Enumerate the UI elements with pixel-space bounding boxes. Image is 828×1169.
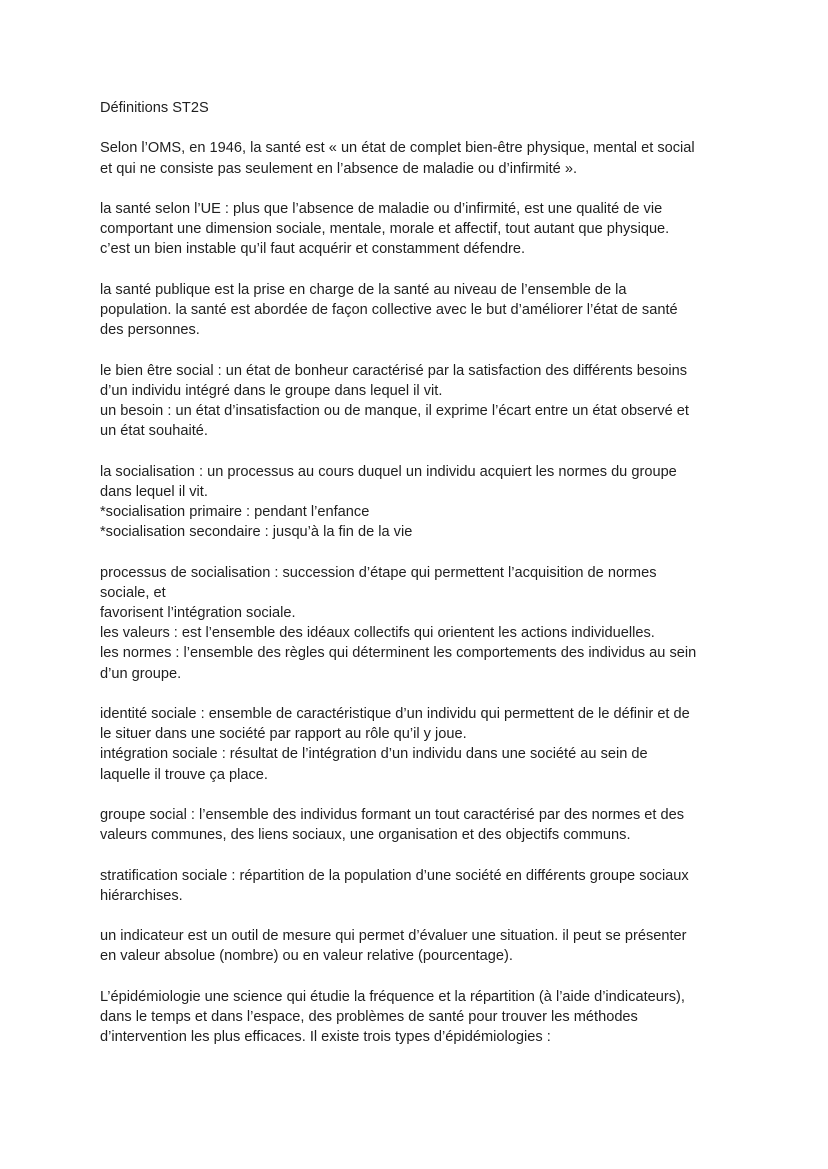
text-line: population. la santé est abordée de façon collective avec le but d’améliorer l’état de santé — [100, 301, 678, 318]
text-line: le bien être social : un état de bonheur caractérisé par la satisfaction des différents besoins — [100, 362, 688, 379]
text-line: Selon l’OMS, en 1946, la santé est « un état de complet bien-être physique, mental et social — [100, 140, 695, 157]
text-line: d’intervention les plus efficaces. Il existe trois types d’épidémiologies : — [100, 1029, 551, 1046]
paragraph — [100, 926, 730, 966]
paragraph — [100, 805, 730, 845]
document-title — [100, 98, 730, 118]
text-line: la socialisation : un processus au cours duquel un individu acquiert les normes du groupe — [100, 463, 677, 480]
text-line: comportant une dimension sociale, mentale, morale et affectif, tout autant que physique. — [100, 221, 670, 238]
text-line: des personnes. — [100, 322, 200, 339]
paragraph — [100, 361, 730, 442]
text-line: identité sociale : ensemble de caractéristique d’un individu qui permettent de le définir et de — [100, 705, 690, 722]
text-line: un indicateur est un outil de mesure qui permet d’évaluer une situation. il peut se présenter — [100, 928, 687, 945]
text-line: d’un individu intégré dans le groupe dans lequel il vit. — [100, 382, 443, 399]
text-line: d’un groupe. — [100, 665, 182, 682]
text-line: stratification sociale : répartition de la population d’une société en différents groupe sociaux — [100, 867, 689, 884]
document-body — [100, 98, 730, 1068]
paragraph — [100, 138, 730, 178]
paragraph-list — [100, 138, 730, 1047]
paragraph — [100, 866, 730, 906]
text-line: dans le temps et dans l’espace, des problèmes de santé pour trouver les méthodes — [100, 1008, 638, 1025]
text-line: la santé publique est la prise en charge de la santé au niveau de l’ensemble de la — [100, 281, 627, 298]
text-line: un état souhaité. — [100, 423, 208, 440]
paragraph — [100, 199, 730, 260]
text-line: les valeurs : est l’ensemble des idéaux collectifs qui orientent les actions individuelles. — [100, 625, 655, 642]
text-line: laquelle il trouve ça place. — [100, 766, 268, 783]
text-line: *socialisation secondaire : jusqu’à la fin de la vie — [100, 524, 413, 541]
text-line: favorisent l’intégration sociale. — [100, 604, 296, 621]
paragraph — [100, 563, 730, 684]
text-line: et qui ne consiste pas seulement en l’absence de maladie ou d’infirmité ». — [100, 160, 578, 177]
text-line: L’épidémiologie une science qui étudie la fréquence et la répartition (à l’aide d’indicateurs), — [100, 988, 685, 1005]
text-line: hiérarchises. — [100, 887, 183, 904]
text-line: *socialisation primaire : pendant l’enfance — [100, 503, 370, 520]
text-line: c’est un bien instable qu’il faut acquérir et constamment défendre. — [100, 241, 526, 258]
text-line: en valeur absolue (nombre) ou en valeur relative (pourcentage). — [100, 948, 513, 965]
paragraph — [100, 280, 730, 341]
paragraph — [100, 704, 730, 785]
text-line: dans lequel il vit. — [100, 483, 208, 500]
text-line: processus de socialisation : succession d’étape qui permettent l’acquisition de normes — [100, 564, 657, 581]
text-line: valeurs communes, des liens sociaux, une organisation et des objectifs communs. — [100, 827, 631, 844]
text-line: groupe social : l’ensemble des individus formant un tout caractérisé par des normes et des — [100, 806, 685, 823]
text-line: intégration sociale : résultat de l’intégration d’un individu dans une société au sein de — [100, 746, 648, 763]
text-line: la santé selon l’UE : plus que l’absence de maladie ou d’infirmité, est une qualité de vie — [100, 200, 663, 217]
paragraph — [100, 462, 730, 543]
text-line: un besoin : un état d’insatisfaction ou de manque, il exprime l’écart entre un état observé et — [100, 402, 689, 419]
paragraph — [100, 987, 730, 1048]
text-line: les normes : l’ensemble des règles qui déterminent les comportements des individus au sein — [100, 645, 697, 662]
text-line: sociale, et — [100, 584, 166, 601]
title-text: Définitions ST2S — [100, 100, 209, 116]
text-line: le situer dans une société par rapport au rôle qu’il y joue. — [100, 726, 467, 743]
